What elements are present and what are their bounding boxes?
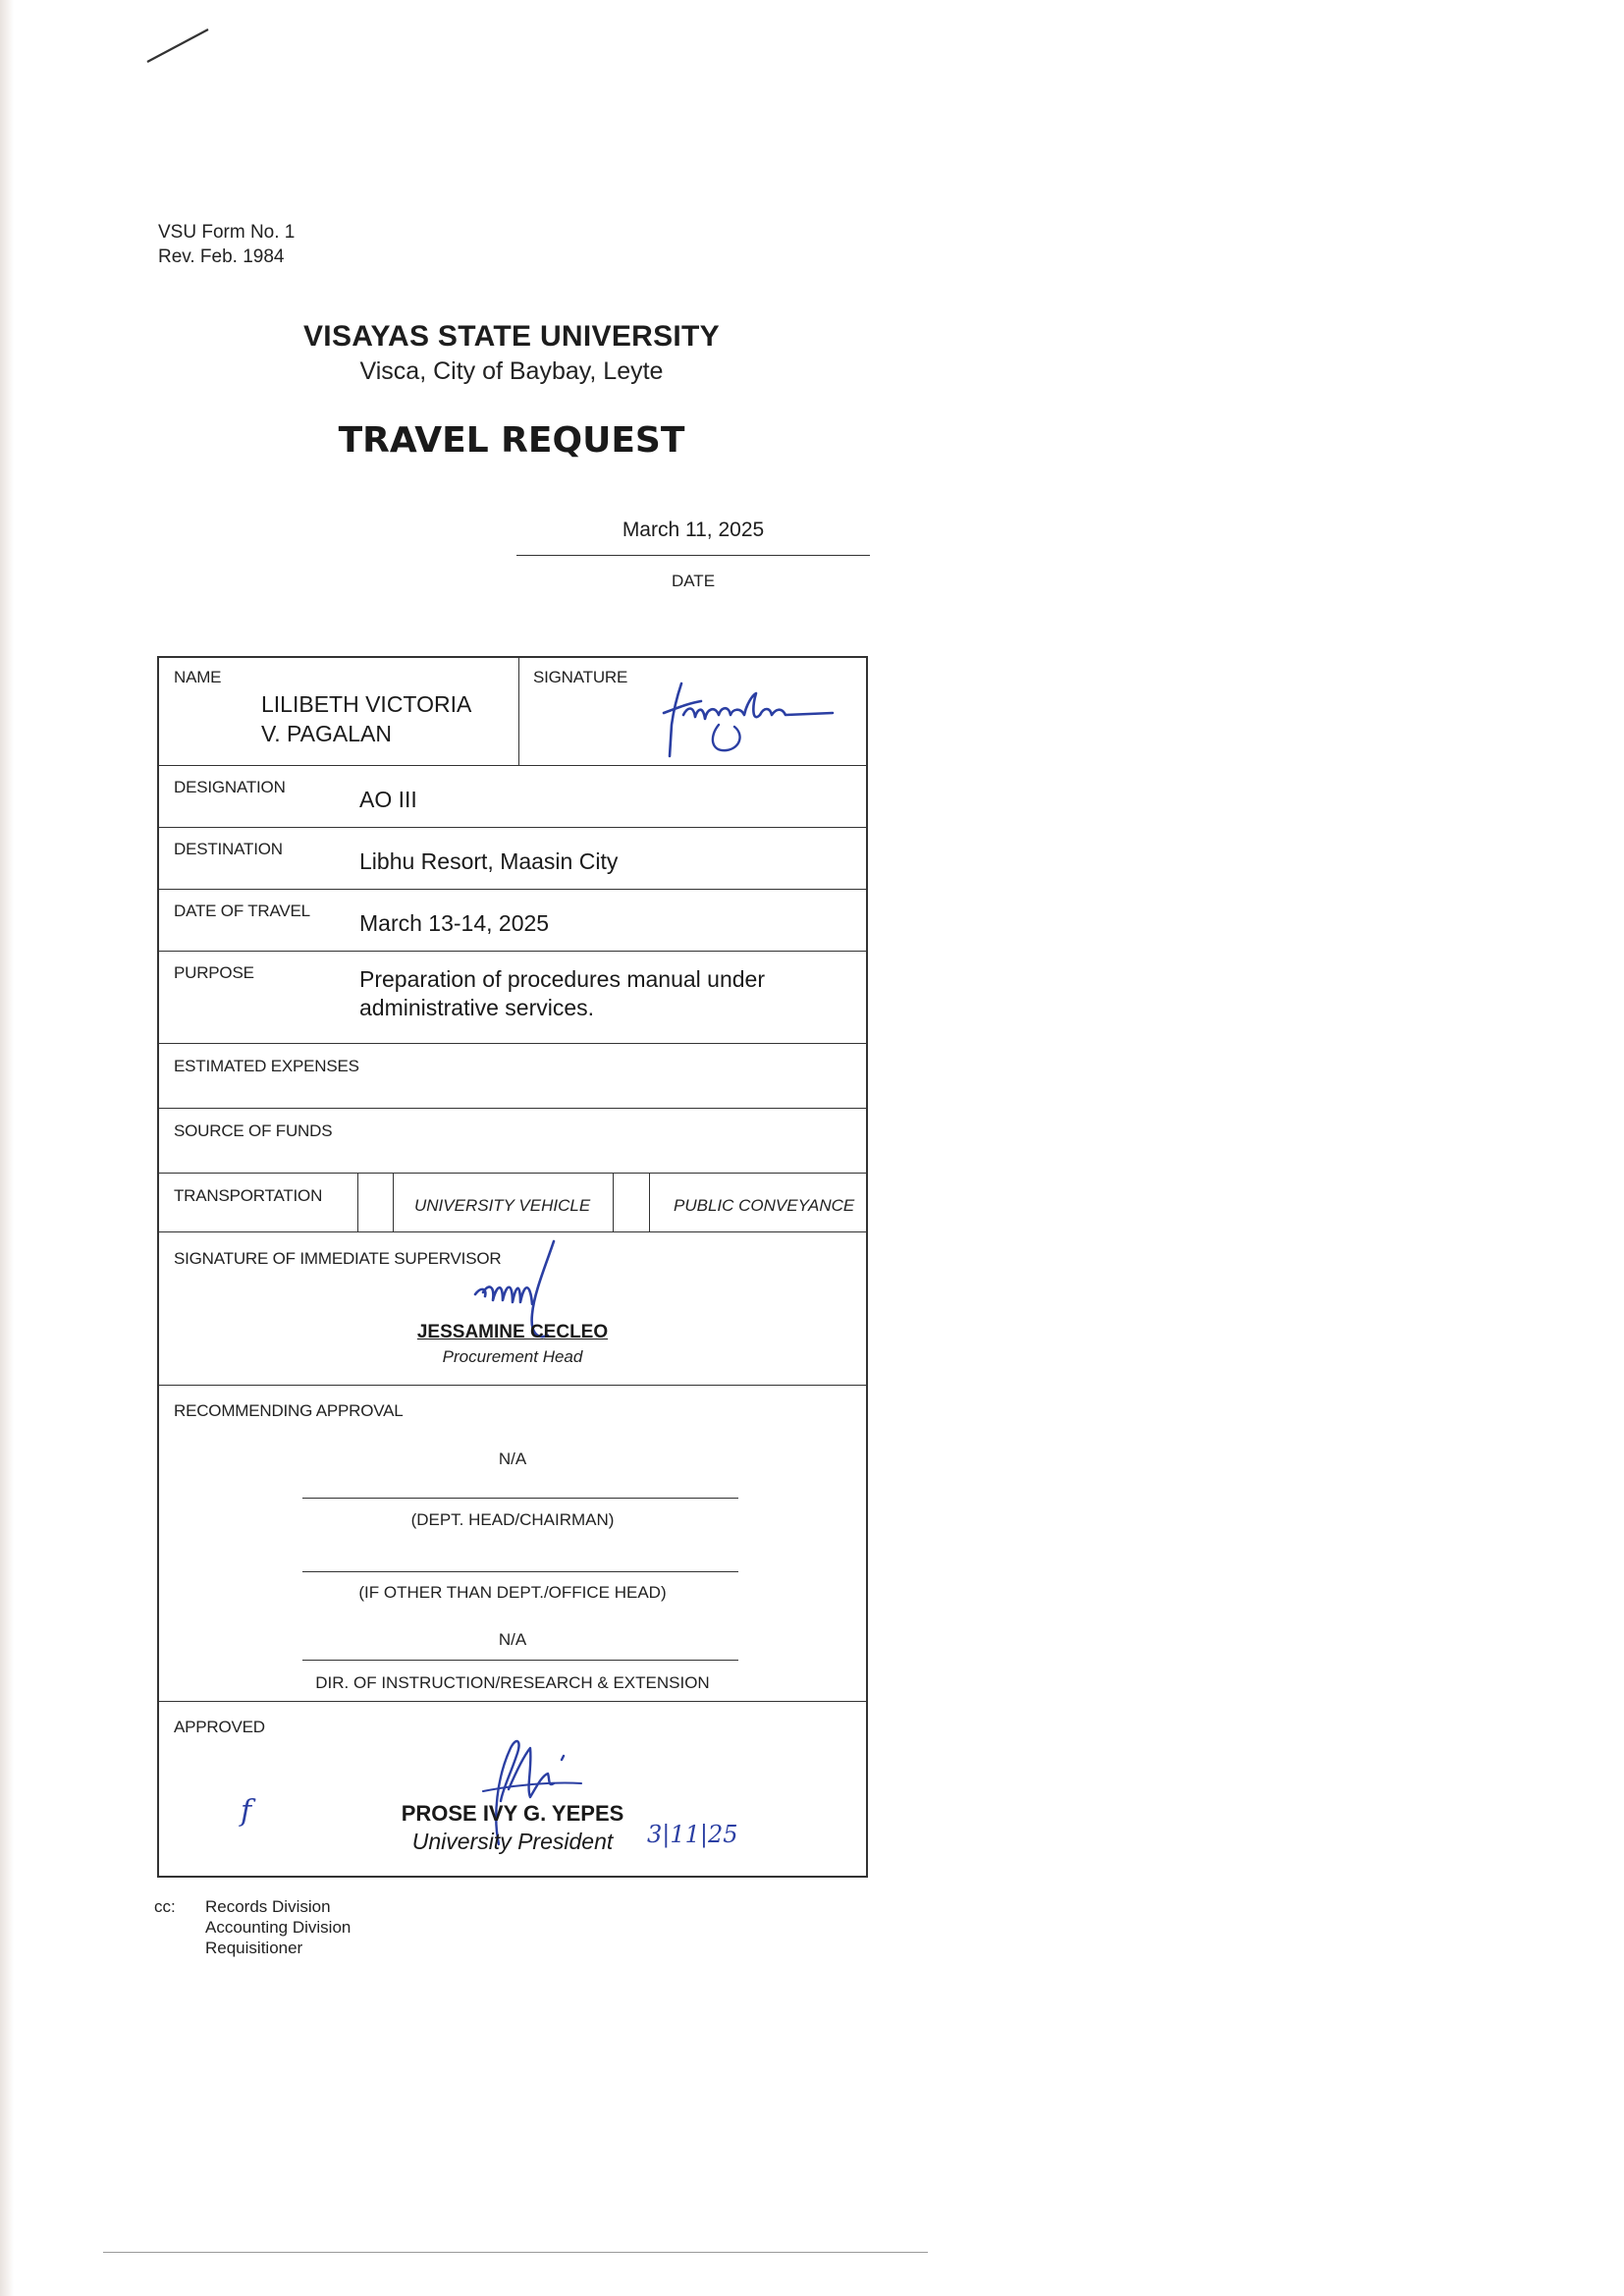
director-caption: DIR. OF INSTRUCTION/RESEARCH & EXTENSION bbox=[315, 1673, 710, 1692]
row-divider bbox=[159, 1108, 866, 1109]
row-divider bbox=[159, 951, 866, 952]
designation-value: AO III bbox=[359, 787, 417, 812]
transport-divider bbox=[393, 1173, 394, 1231]
handwritten-date: 3|11|25 bbox=[647, 1821, 738, 1848]
source-of-funds-label: SOURCE OF FUNDS bbox=[174, 1121, 333, 1140]
president-position: University President bbox=[411, 1829, 614, 1854]
recommending-value-2: N/A bbox=[498, 1630, 527, 1649]
recommending-value-1: N/A bbox=[498, 1449, 527, 1468]
name-value-line1: LILIBETH VICTORIA bbox=[261, 691, 472, 717]
name-signature-divider bbox=[518, 658, 519, 765]
name-value-line2: V. PAGALAN bbox=[261, 721, 392, 746]
organization-address: Visca, City of Baybay, Leyte bbox=[359, 357, 664, 385]
other-head-signature-line bbox=[302, 1571, 738, 1572]
date-of-travel-label: DATE OF TRAVEL bbox=[174, 902, 310, 920]
row-divider bbox=[159, 1231, 866, 1232]
destination-value: Libhu Resort, Maasin City bbox=[359, 848, 619, 874]
transport-divider bbox=[649, 1173, 650, 1231]
row-divider bbox=[159, 889, 866, 890]
name-label: NAME bbox=[174, 668, 222, 686]
transportation-label: TRANSPORTATION bbox=[174, 1186, 323, 1205]
signature-label: SIGNATURE bbox=[533, 668, 628, 686]
purpose-value-line1: Preparation of procedures manual under bbox=[359, 966, 765, 992]
form-number bbox=[158, 220, 295, 269]
university-vehicle-option: UNIVERSITY VEHICLE bbox=[414, 1196, 591, 1215]
supervisor-signature bbox=[463, 1237, 611, 1365]
supervisor-position: Procurement Head bbox=[442, 1347, 583, 1366]
row-divider bbox=[159, 1385, 866, 1386]
destination-label: DESTINATION bbox=[174, 840, 283, 858]
form-title: TRAVEL REQUEST bbox=[338, 420, 685, 461]
cc-label: cc: bbox=[154, 1897, 176, 1916]
row-divider bbox=[159, 827, 866, 828]
row-divider bbox=[159, 1173, 866, 1174]
purpose-label: PURPOSE bbox=[174, 963, 254, 982]
pen-mark bbox=[145, 26, 214, 65]
date-label: DATE bbox=[671, 572, 716, 590]
recommending-approval-label: RECOMMENDING APPROVAL bbox=[174, 1401, 404, 1420]
row-divider bbox=[159, 1701, 866, 1702]
other-head-caption: (IF OTHER THAN DEPT./OFFICE HEAD) bbox=[358, 1583, 667, 1602]
dept-head-signature-line bbox=[302, 1498, 738, 1499]
form-number-line: VSU Form No. 1 bbox=[158, 222, 296, 243]
row-divider bbox=[159, 765, 866, 766]
approved-label: APPROVED bbox=[174, 1718, 265, 1736]
purpose-value-line2: administrative services. bbox=[359, 995, 595, 1020]
cc-recipient: Records Division bbox=[205, 1897, 331, 1916]
date-underline bbox=[516, 555, 870, 556]
scan-edge-shadow bbox=[0, 0, 14, 2296]
estimated-expenses-label: ESTIMATED EXPENSES bbox=[174, 1057, 359, 1075]
supervisor-name-visible: JESSAMINE C bbox=[416, 1322, 544, 1342]
form-revision-line: Rev. Feb. 1984 bbox=[158, 246, 285, 267]
supervisor-name bbox=[159, 1322, 866, 1343]
supervisor-signature-label: SIGNATURE OF IMMEDIATE SUPERVISOR bbox=[174, 1249, 502, 1268]
date-of-travel-value: March 13-14, 2025 bbox=[359, 910, 550, 936]
university-vehicle-checkbox[interactable] bbox=[358, 1174, 393, 1231]
public-conveyance-option: PUBLIC CONVEYANCE bbox=[674, 1196, 855, 1215]
supervisor-name-tail: ECLEO bbox=[543, 1322, 609, 1342]
organization-name: VISAYAS STATE UNIVERSITY bbox=[303, 320, 720, 353]
president-name: PROSE IVY G. YEPES bbox=[401, 1801, 624, 1826]
date-value: March 11, 2025 bbox=[622, 519, 765, 541]
designation-label: DESIGNATION bbox=[174, 778, 286, 796]
handwritten-initial: f bbox=[241, 1794, 252, 1829]
requester-signature bbox=[650, 666, 846, 764]
row-divider bbox=[159, 1043, 866, 1044]
director-signature-line bbox=[302, 1660, 738, 1661]
cc-recipient: Requisitioner bbox=[205, 1939, 303, 1957]
dept-head-caption: (DEPT. HEAD/CHAIRMAN) bbox=[410, 1510, 615, 1529]
cc-recipient: Accounting Division bbox=[205, 1918, 352, 1937]
scan-bottom-line bbox=[103, 2252, 928, 2253]
public-conveyance-checkbox[interactable] bbox=[614, 1174, 649, 1231]
travel-request-form bbox=[157, 656, 868, 1878]
